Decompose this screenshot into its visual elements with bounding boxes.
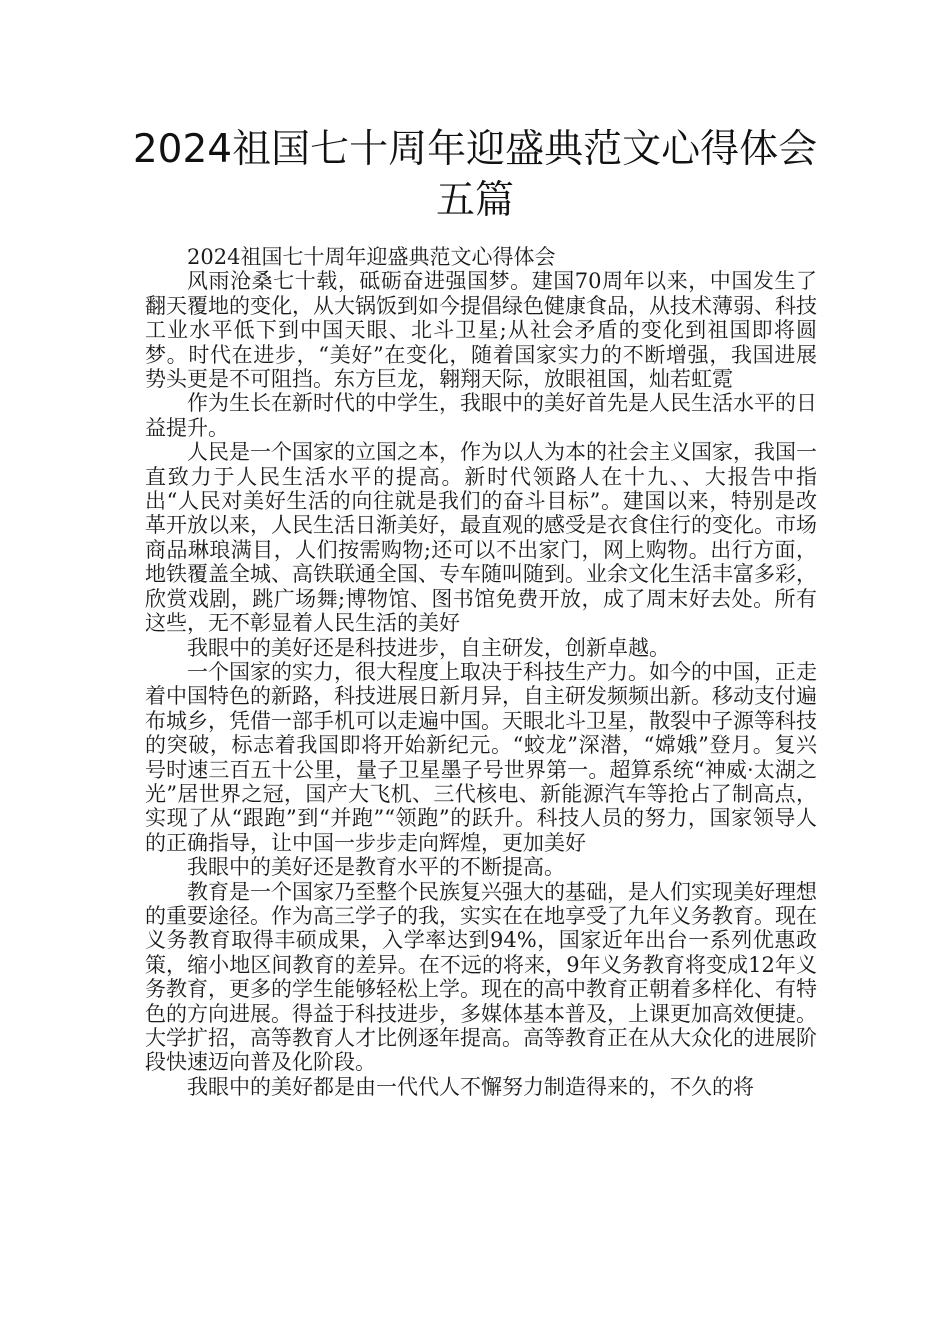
paragraph: 我眼中的美好还是科技进步，自主研发，创新卓越。 bbox=[187, 635, 670, 660]
document-body bbox=[145, 245, 817, 1099]
paragraph: 作为生长在新时代的中学生，我眼中的美好首先是人民生活水平的日益提升。 bbox=[145, 391, 817, 440]
paragraph: 风雨沧桑七十载，砥砺奋进强国梦。建国70周年以来，中国发生了翻天覆地的变化，从大锅饭到如今提倡绿色健康食品，从技术薄弱、科技工业水平低下到中国天眼、北斗卫星;从社会矛盾的变化到祖国即将圆梦。时代在进步，“美好”在变化，随着国家实力的不断增强，我国进展势头更是不可阻挡。东方巨龙，翱翔天际，放眼祖国，灿若虹霓 bbox=[145, 269, 817, 392]
paragraph: 我眼中的美好都是由一代代人不懈努力制造得来的，不久的将 bbox=[187, 1074, 754, 1099]
paragraph-subtitle: 2024祖国七十周年迎盛典范文心得体会 bbox=[187, 245, 556, 269]
paragraph: 我眼中的美好还是教育水平的不断提高。 bbox=[187, 855, 565, 880]
paragraph: 教育是一个国家乃至整个民族复兴强大的基础，是人们实现美好理想的重要途径。作为高三学子的我，实实在在地享受了九年义务教育。现在义务教育取得丰硕成果，入学率达到94%，国家近年出台一系列优惠政策，缩小地区间教育的差异。在不远的将来，9年义务教育将变成12年义务教育，更多的学生能够轻松上学。现在的高中教育正朝着多样化、有特色的方向进展。得益于科技进步，多媒体基本普及，上课更加高效便捷。大学扩招，高等教育人才比例逐年提高。高等教育正在从大众化的进展阶段快速迈向普及化阶段。 bbox=[145, 879, 817, 1075]
paragraph: 一个国家的实力，很大程度上取决于科技生产力。如今的中国，正走着中国特色的新路，科技进展日新月异，自主研发频频出新。移动支付遍布城乡，凭借一部手机可以走遍中国。天眼北斗卫星，散裂中子源等科技的突破，标志着我国即将开始新纪元。“蛟龙”深潜，“嫦娥”登月。复兴号时速三百五十公里，量子卫星墨子号世界第一。超算系统“神威·太湖之光”居世界之冠，国产大飞机、三代核电、新能源汽车等抢占了制高点，实现了从“跟跑”到“并跑”“领跑”的跃升。科技人员的努力，国家领导人的正确指导，让中国一步步走向辉煌，更加美好 bbox=[145, 659, 817, 855]
paragraph: 人民是一个国家的立国之本，作为以人为本的社会主义国家，我国一直致力于人民生活水平的提高。新时代领路人在十九、、大报告中指出“人民对美好生活的向往就是我们的奋斗目标”。建国以来，特别是改革开放以来，人民生活日渐美好，最直观的感受是衣食住行的变化。市场商品琳琅满目，人们按需购物;还可以不出家门，网上购物。出行方面，地铁覆盖全城、高铁联通全国、专车随叫随到。业余文化生活丰富多彩，欣赏戏剧，跳广场舞;博物馆、图书馆免费开放，成了周末好去处。所有这些，无不彰显着人民生活的美好 bbox=[145, 440, 817, 636]
document-title: 2024祖国七十周年迎盛典范文心得体会五篇 bbox=[132, 127, 818, 223]
